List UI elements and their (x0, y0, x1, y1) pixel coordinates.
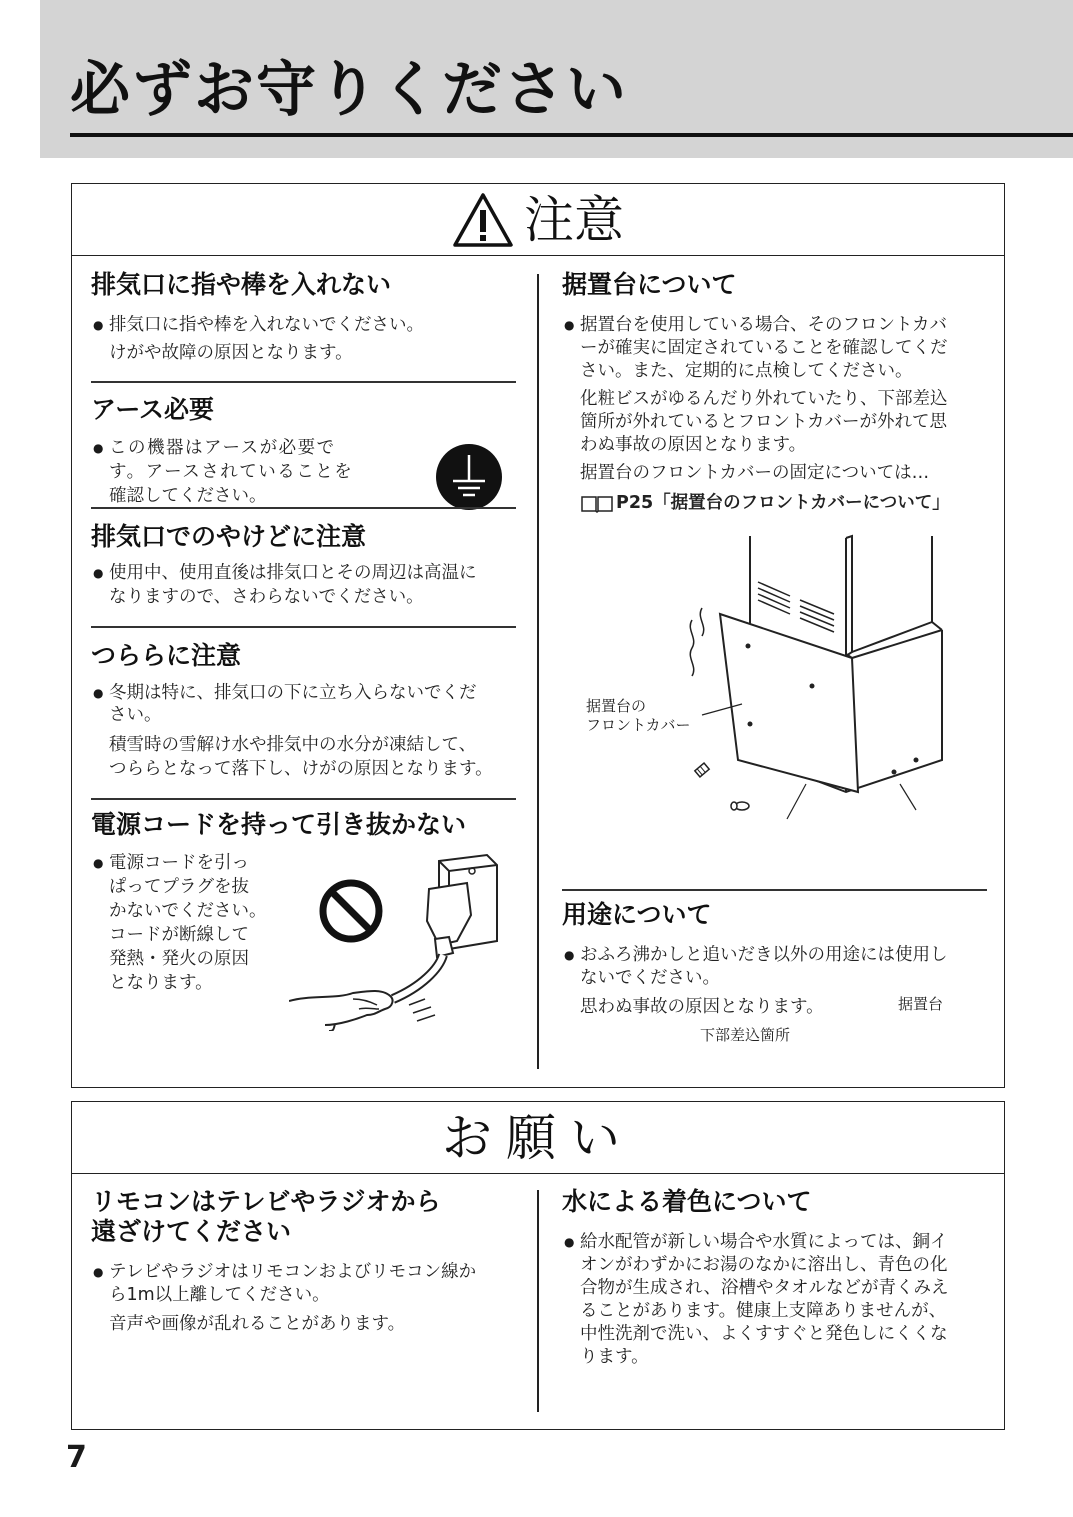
request-header (72, 1102, 1004, 1174)
section-divider (91, 626, 516, 628)
request-heading: お願い (442, 1108, 634, 1167)
section-icicles (91, 640, 516, 815)
body-line: ることがあります。健康上支障ありませんが、 (580, 1301, 947, 1321)
body-line: 使用中、使用直後は排気口とその周辺は高温に (109, 563, 477, 583)
bullet-dot: ● (93, 856, 104, 870)
warning-triangle-icon (452, 192, 514, 248)
body-line: 中性洗剤で洗い、よくすすぐと発色しにくくな (580, 1324, 948, 1344)
section-title: 遠ざけてください (91, 1217, 292, 1246)
body-line: コードが断線して (109, 925, 249, 945)
section-divider (562, 889, 987, 891)
bullet-dot: ● (564, 948, 575, 962)
bullet-dot: ● (93, 1265, 104, 1279)
body-line: ーが確実に固定されていることを確認してくだ (580, 338, 948, 358)
title-rule (70, 133, 1073, 137)
body-line: オンがわずかにお湯のなかに溶出し、青色の化 (580, 1255, 948, 1275)
bullet-dot: ● (93, 441, 104, 455)
body-line: ら1m以上離してください。 (109, 1285, 330, 1305)
section-title: 用途について (562, 900, 712, 929)
ground-symbol-icon (435, 443, 503, 511)
body-line: かないでください。 (109, 901, 267, 921)
caution-heading: 注意 (524, 190, 624, 249)
section-title: 排気口でのやけどに注意 (91, 522, 367, 551)
caution-header (72, 184, 1004, 256)
label-lower-insert: 下部差込箇所 (700, 1026, 791, 1044)
page-title: 必ずお守りください (70, 55, 628, 125)
section-vent-burn (91, 521, 516, 636)
section-title: 据置台について (562, 270, 737, 299)
body-line: つららとなって落下し、けがの原因となります。 (109, 759, 493, 779)
label-front-cover-2: フロントカバー (586, 716, 691, 734)
caution-column-divider (537, 274, 539, 1069)
section-title: リモコンはテレビやラジオから (91, 1187, 441, 1216)
body-line: 箇所が外れているとフロントカバーが外れて思 (580, 412, 947, 432)
body-line: 据置台を使用している場合、そのフロントカバ (580, 315, 947, 335)
request-right-column (562, 1186, 987, 1416)
section-ground-required (91, 394, 516, 509)
label-stand: 据置台 (898, 995, 944, 1013)
section-vent-fingers (91, 269, 516, 384)
bullet-dot: ● (93, 566, 104, 580)
page-number: 7 (66, 1440, 87, 1475)
page-reference: P25「据置台のフロントカバーについて」 (616, 493, 950, 513)
body-line: す。アースされていることを (109, 462, 354, 482)
bullet-dot: ● (93, 318, 104, 332)
body-line: 排気口に指や棒を入れないでください。 (109, 315, 424, 335)
request-left-column (91, 1186, 516, 1416)
body-line: ないでください。 (580, 968, 720, 988)
section-divider (91, 507, 516, 509)
body-line: おふろ沸かしと追いだき以外の用途には使用し (580, 945, 948, 965)
body-line: 給水配管が新しい場合や水質によっては、銅イ (580, 1232, 948, 1252)
body-line: 思わぬ事故の原因となります。 (580, 997, 824, 1017)
body-line: 据置台のフロントカバーの固定については… (580, 463, 930, 483)
label-front-cover-1: 据置台の (586, 697, 647, 715)
body-line: なりますので、さわらないでください。 (109, 587, 424, 607)
bullet-dot: ● (93, 686, 104, 700)
pulling-plug-illustration (289, 849, 511, 1031)
body-line: 積雪時の雪解け水や排気中の水分が凍結して、 (109, 735, 477, 755)
body-line: 合物が生成され、浴槽やタオルなどが青くみえ (580, 1278, 949, 1298)
request-box (71, 1101, 1005, 1430)
body-line: テレビやラジオはリモコンおよびリモコン線か (109, 1262, 477, 1282)
body-line: ります。 (580, 1347, 649, 1367)
body-line: さい。また、定期的に点検してください。 (580, 361, 913, 381)
body-line: けがや故障の原因となります。 (109, 343, 353, 363)
section-divider (91, 381, 516, 383)
caution-left-column (91, 269, 516, 1069)
section-title: つららに注意 (91, 641, 242, 670)
section-usage (562, 899, 987, 1039)
section-title: 排気口に指や棒を入れない (91, 270, 392, 299)
section-divider (91, 798, 516, 800)
body-line: この機器はアースが必要で (109, 438, 336, 458)
bullet-dot: ● (564, 1235, 575, 1249)
body-line: 音声や画像が乱れることがあります。 (109, 1314, 406, 1334)
body-line: 発熱・発火の原因 (109, 949, 249, 969)
section-title: 電源コードを持って引き抜かない (91, 810, 467, 839)
request-column-divider (537, 1190, 539, 1412)
caution-box (71, 183, 1005, 1088)
section-power-cord (91, 809, 516, 1059)
body-line: さい。 (109, 705, 162, 725)
body-line: わぬ事故の原因となります。 (580, 435, 807, 455)
section-title: 水による着色について (562, 1187, 812, 1216)
book-reference-icon (580, 494, 614, 514)
body-line: 確認してください。 (109, 486, 267, 506)
caution-right-column (562, 269, 987, 1069)
body-line: ぱってプラグを抜 (109, 877, 249, 897)
body-line: となります。 (109, 973, 213, 993)
section-title: アース必要 (91, 395, 215, 424)
bullet-dot: ● (564, 318, 575, 332)
body-line: 化粧ビスがゆるんだり外れていたり、下部差込 (580, 389, 948, 409)
body-line: 電源コードを引っ (109, 853, 249, 873)
body-line: 冬期は特に、排気口の下に立ち入らないでくだ (109, 683, 477, 703)
